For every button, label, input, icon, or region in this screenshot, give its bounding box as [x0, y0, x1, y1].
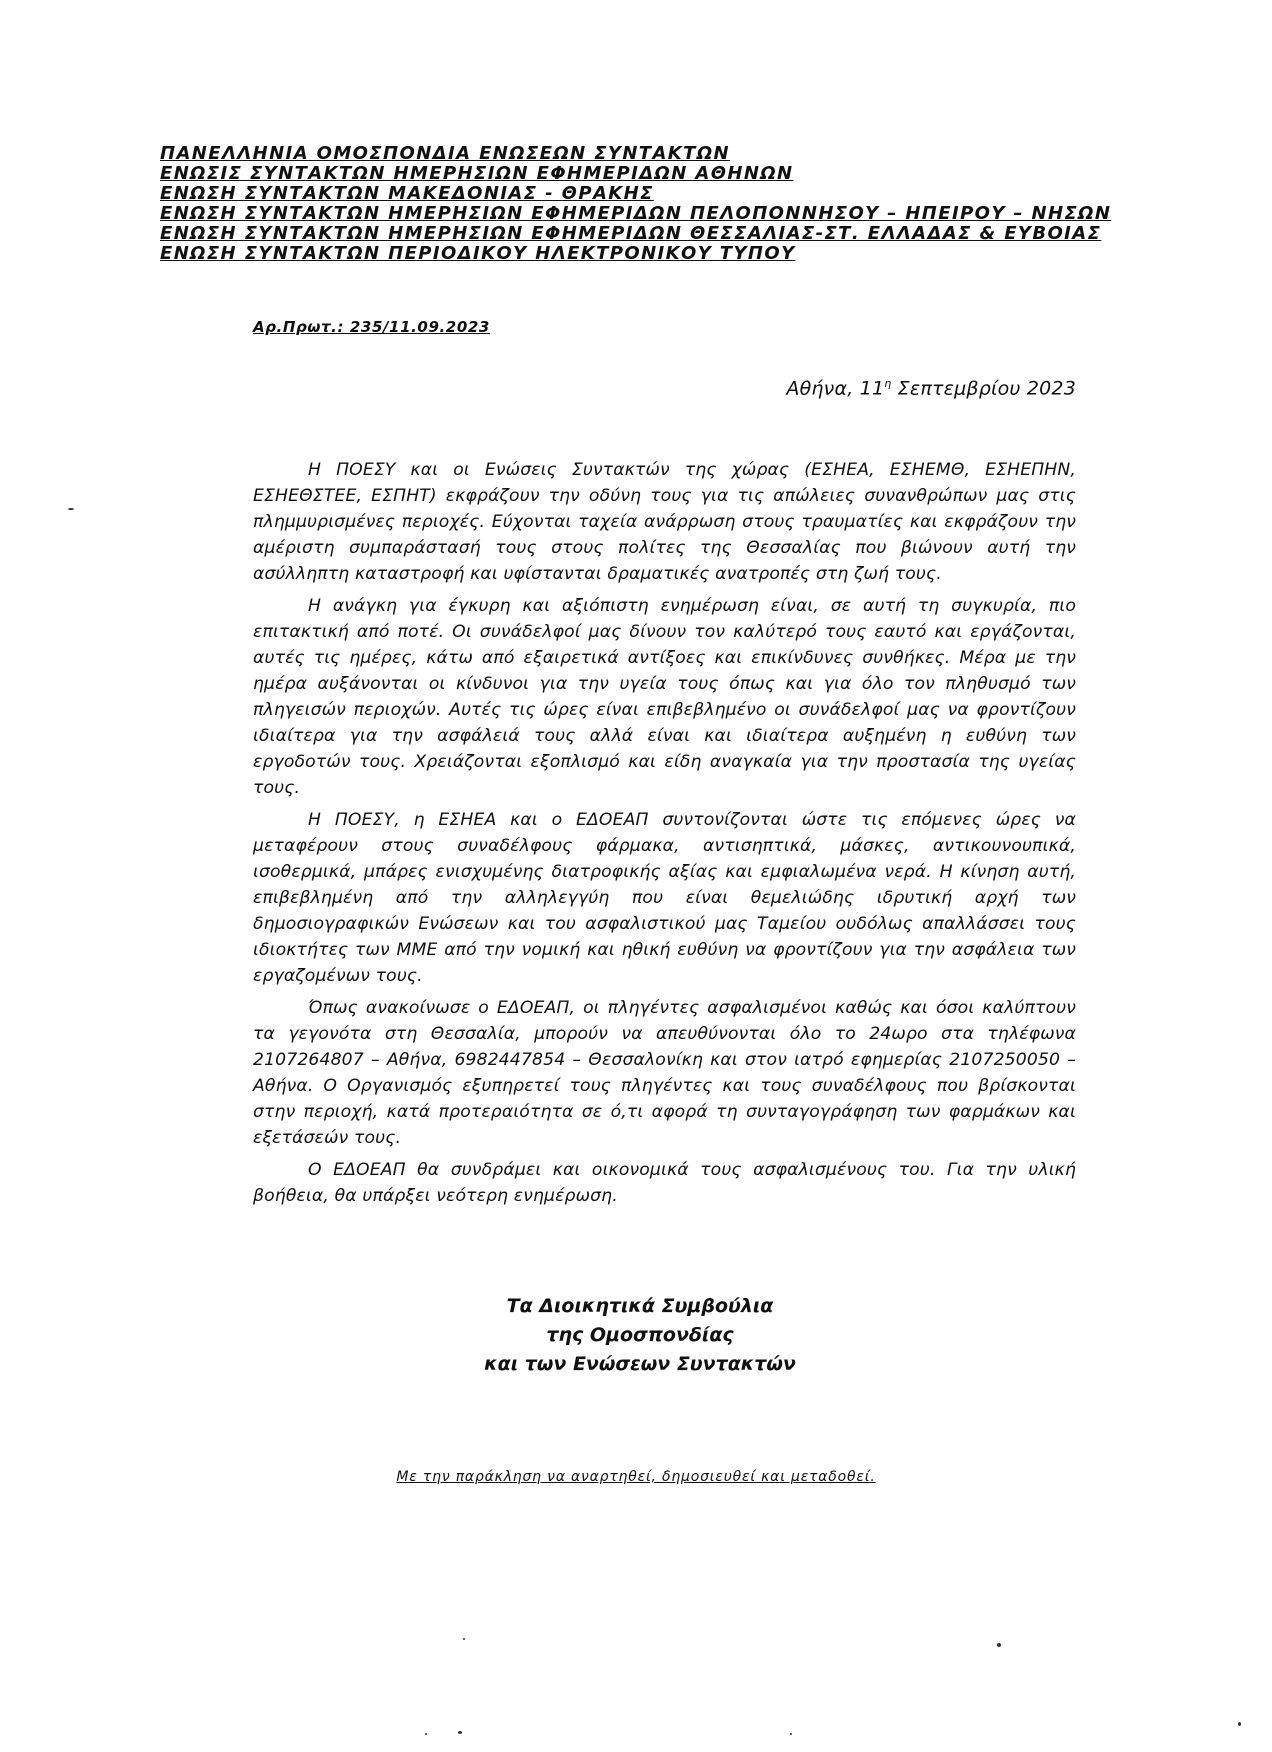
scan-speck: [463, 1638, 465, 1640]
document-date: [786, 377, 1076, 399]
body-paragraph: Η ΠΟΕΣΥ, η ΕΣΗΕΑ και ο ΕΔΟΕΑΠ συντονίζονται ώστε τις επόμενες ώρες να μεταφέρουν στους συναδέλφους φάρμακα, αντισηπτικά, μάσκες, αντικουνουπικά, ισοθερμικά, μπάρες ενισχυμένης διατροφικής αξίας και εμφιαλωμένα νερά. Η κίνηση αυτή, επιβεβλημένη από την αλληλεγγύη που είναι θεμελιώδης ιδρυτική αρχή των δημοσιογραφικών Ενώσεων και του ασφαλιστικού μας Ταμείου ουδόλως απαλλάσσει τους ιδιοκτήτες των ΜΜΕ από την νομική και ηθική ευθύνη να φροντίζουν για την ασφάλεια των εργαζομένων τους.: [253, 810, 1076, 986]
letterhead-line: ΕΝΩΣΗ ΣΥΝΤΑΚΤΩΝ ΗΜΕΡΗΣΙΩΝ ΕΦΗΜΕΡΙΔΩΝ ΘΕΣΣΑΛΙΑΣ-ΣΤ. ΕΛΛΑΔΑΣ & ΕΥΒΟΙΑΣ: [160, 223, 1102, 244]
body-paragraph: Η ΠΟΕΣΥ και οι Ενώσεις Συντακτών της χώρας (ΕΣΗΕΑ, ΕΣΗΕΜΘ, ΕΣΗΕΠΗΝ, ΕΣΗΕΘΣΤΕΕ, ΕΣΠΗΤ) εκφράζουν την οδύνη τους για τις απώλειες συνανθρώπων μας στις πλημμυρισμένες περιοχές. Εύχονται ταχεία ανάρρωση στους τραυματίες και εκφράζουν την αμέριστη συμπαράστασή τους στους πολίτες της Θεσσαλίας που βιώνουν αυτή την ασύλληπτη καταστροφή και υφίστανται δραματικές ανατροπές στη ζωή τους.: [253, 460, 1076, 584]
letterhead-line: ΕΝΩΣΙΣ ΣΥΝΤΑΚΤΩΝ ΗΜΕΡΗΣΙΩΝ ΕΦΗΜΕΡΙΔΩΝ ΑΘΗΝΩΝ: [160, 163, 794, 184]
letterhead-line: ΠΑΝΕΛΛΗΝΙΑ ΟΜΟΣΠΟΝΔΙΑ ΕΝΩΣΕΩΝ ΣΥΝΤΑΚΤΩΝ: [160, 143, 730, 164]
body-paragraph: Η ανάγκη για έγκυρη και αξιόπιστη ενημέρωση είναι, σε αυτή τη συγκυρία, πιο επιτακτική από ποτέ. Οι συνάδελφοί μας δίνουν τον καλύτερό τους εαυτό και εργάζονται, αυτές τις ημέρες, κάτω από εξαιρετικά αντίξοες και επικίνδυνες συνθήκες. Μέρα με την ημέρα αυξάνονται οι κίνδυνοι για την υγεία τους όπως και για όλο τον πληθυσμό των πληγεισών περιοχών. Αυτές τις ώρες είναι επιβεβλημένο οι συνάδελφοί μας να φροντίζουν ιδιαίτερα για την ασφάλειά τους αλλά είναι και ιδιαίτερα αυξημένη η ευθύνη των εργοδοτών τους. Χρειάζονται εξοπλισμό και είδη αναγκαία για την προστασία της υγείας τους.: [253, 596, 1076, 798]
scan-speck: [458, 1731, 462, 1734]
scan-speck: [997, 1643, 1001, 1647]
date-rest: Σεπτεμβρίου 2023: [891, 377, 1076, 400]
letter-body: [253, 457, 1076, 1215]
date-ordinal-suffix: η: [884, 377, 892, 390]
scan-speck: [68, 508, 74, 510]
body-paragraph: Όπως ανακοίνωσε ο ΕΔΟΕΑΠ, οι πληγέντες ασφαλισμένοι καθώς και όσοι καλύπτουν τα γεγονότα στη Θεσσαλία, μπορούν να απευθύνονται όλο το 24ωρο στα τηλέφωνα 2107264807 – Αθήνα, 6982447854 – Θεσσαλονίκη και στον ιατρό εφημερίας 2107250050 – Αθήνα. Ο Οργανισμός εξυπηρετεί τους πληγέντες και τους συναδέλφους που βρίσκονται στην περιοχή, κατά προτεραιότητα σε ό,τι αφορά τη συνταγογράφηση των φαρμάκων και εξετάσεών τους.: [253, 998, 1076, 1148]
letterhead-line: ΕΝΩΣΗ ΣΥΝΤΑΚΤΩΝ ΠΕΡΙΟΔΙΚΟΥ ΗΛΕΚΤΡΟΝΙΚΟΥ ΤΥΠΟΥ: [160, 243, 796, 264]
letterhead: [160, 144, 1120, 264]
scan-speck: [1238, 1722, 1241, 1726]
signature-line: της Ομοσπονδίας: [546, 1324, 734, 1346]
date-prefix: Αθήνα, 11: [786, 377, 885, 400]
footer-note-text: Με την παράκληση να αναρτηθεί, δημοσιευθεί και μεταδοθεί.: [396, 1469, 876, 1485]
body-paragraph: Ο ΕΔΟΕΑΠ θα συνδράμει και οικονομικά τους ασφαλισμένους του. Για την υλική βοήθεια, θα υπάρξει νεότερη ενημέρωση.: [253, 1160, 1076, 1206]
signature-line: Τα Διοικητικά Συμβούλια: [506, 1295, 774, 1317]
signature-line: και των Ενώσεων Συντακτών: [484, 1353, 796, 1375]
letterhead-line: ΕΝΩΣΗ ΣΥΝΤΑΚΤΩΝ ΜΑΚΕΔΟΝΙΑΣ - ΘΡΑΚΗΣ: [160, 183, 654, 204]
scan-speck: [790, 1733, 792, 1735]
footer-note: [0, 1466, 1272, 1485]
letterhead-line: ΕΝΩΣΗ ΣΥΝΤΑΚΤΩΝ ΗΜΕΡΗΣΙΩΝ ΕΦΗΜΕΡΙΔΩΝ ΠΕΛΟΠΟΝΝΗΣΟΥ – ΗΠΕΙΡΟΥ – ΝΗΣΩΝ: [160, 203, 1112, 224]
signature-block: [400, 1292, 880, 1379]
scan-speck: [425, 1733, 427, 1735]
protocol-number: Αρ.Πρωτ.: 235/11.09.2023: [253, 318, 490, 336]
